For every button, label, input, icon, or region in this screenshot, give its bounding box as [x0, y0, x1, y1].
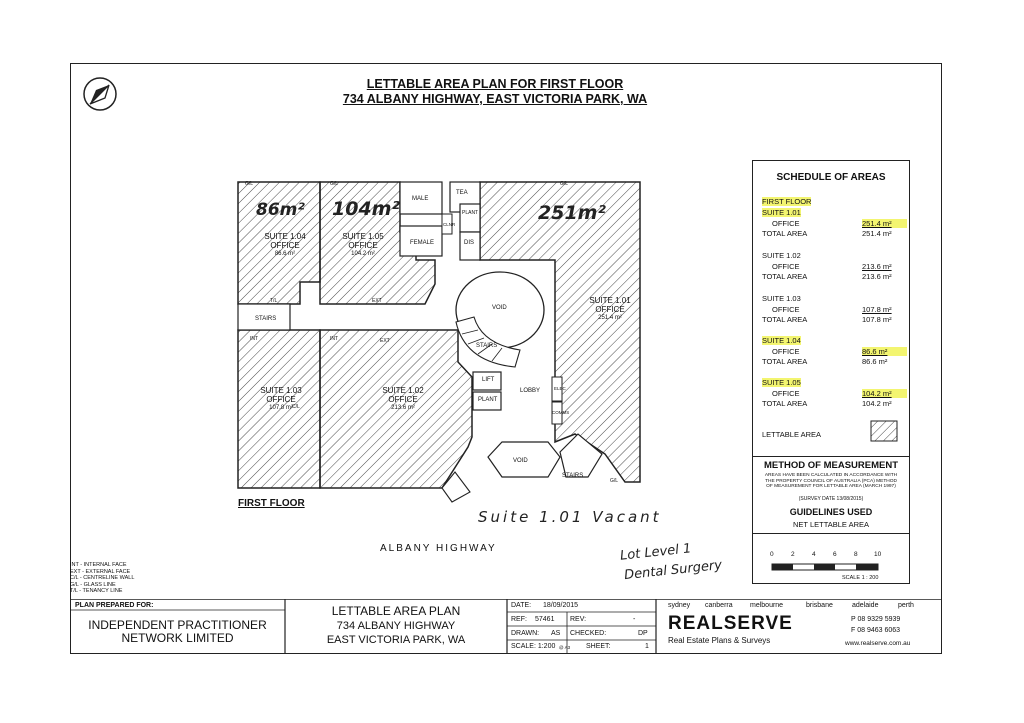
fax: F 08 9463 6063	[851, 627, 901, 634]
method-text: AREAS HAVE BEEN CALCULATED IN ACCORDANCE WITH THE PROPERTY COUNCIL OF AUSTRALIA (PCA) METHOD OF MEASUREMENT FOR LETTABLE AREA (MARCH 1997)	[764, 473, 898, 490]
suite-1-04-use: OFFICE	[270, 241, 300, 250]
schedule-total-label: TOTAL AREA	[762, 399, 808, 408]
drawn-value: AS	[551, 630, 561, 637]
tag-ext-2: EXT	[380, 338, 390, 344]
city-melbourne: melbourne	[750, 602, 784, 609]
stairs-left-label: STAIRS	[255, 316, 277, 322]
realserve-logo: REALSERVE	[668, 613, 793, 634]
ref-value: 57461	[535, 616, 555, 623]
plant-top-label: PLANT	[462, 210, 479, 216]
city-adelaide: adelaide	[852, 602, 879, 609]
scale-label: SCALE 1 : 200	[842, 575, 879, 581]
tag-gl-2: G/L	[330, 181, 339, 187]
date-label: DATE:	[511, 602, 532, 609]
schedule-total-label: TOTAL AREA	[762, 229, 808, 238]
stairs-right-label: STAIRS	[562, 473, 584, 479]
schedule-floor: FIRST FLOOR	[762, 197, 812, 206]
schedule-suite-104: SUITE 1.04	[762, 336, 801, 345]
schedule-suite-105: SUITE 1.05	[762, 378, 801, 387]
rev-label: REV:	[570, 616, 587, 623]
drawn-label: DRAWN:	[511, 630, 540, 637]
suite-1-04-area-text: 86.6 m²	[274, 251, 296, 257]
schedule-total-label: TOTAL AREA	[762, 315, 808, 324]
rev-value: -	[633, 616, 636, 623]
schedule-office-104: 86.6 m²	[862, 347, 907, 356]
lobby-label: LOBBY	[520, 388, 541, 394]
tag-tl-1: T/L	[270, 298, 278, 304]
handwritten-86: 86m²	[256, 200, 305, 220]
checked-label: CHECKED:	[570, 630, 607, 637]
handwritten-vacant: Suite 1.01 Vacant	[478, 508, 662, 526]
line-legend	[70, 562, 134, 595]
suite-1-01-name: SUITE 1.01	[589, 296, 631, 305]
schedule-suite-103: SUITE 1.03	[762, 294, 801, 303]
plan-title-line1: LETTABLE AREA PLAN FOR FIRST FLOOR	[366, 77, 624, 91]
method-title: METHOD OF MEASUREMENT	[763, 460, 899, 471]
city-brisbane: brisbane	[806, 602, 833, 609]
city-perth: perth	[898, 602, 914, 609]
schedule-total-104: 86.6 m²	[862, 357, 888, 366]
schedule-total-101: 251.4 m²	[862, 229, 892, 238]
schedule-total-103: 107.8 m²	[862, 315, 892, 324]
schedule-divider	[752, 456, 910, 457]
schedule-total-105: 104.2 m²	[862, 399, 892, 408]
handwritten-dental: Dental Surgery	[623, 557, 723, 584]
tag-cl-1: C/L	[292, 404, 300, 410]
schedule-suite-102: SUITE 1.02	[762, 251, 801, 260]
legend-row: G/L - GLASS LINE	[70, 581, 116, 588]
schedule-office-label: OFFICE	[772, 389, 800, 398]
schedule-divider	[752, 533, 910, 534]
comms-label: COMMS	[552, 410, 570, 415]
female-label: FEMALE	[410, 240, 435, 246]
client-line1: INDEPENDENT PRACTITIONER	[88, 618, 267, 632]
elec-label: ELEC	[554, 386, 566, 391]
date-value: 18/09/2015	[543, 602, 579, 609]
cleaner-label: CLNR	[443, 222, 456, 227]
tea-label: TEA	[456, 190, 468, 196]
legend-row: C/L - CENTRELINE WALL	[70, 575, 135, 582]
schedule-office-label: OFFICE	[772, 262, 800, 271]
suite-1-02-use: OFFICE	[388, 395, 418, 404]
schedule-office-102: 213.6 m²	[862, 262, 892, 271]
schedule-office-101: 251.4 m²	[862, 219, 907, 228]
plan-title: LETTABLE AREA PLAN	[331, 604, 461, 618]
legend-row: T/L - TENANCY LINE	[70, 588, 123, 595]
schedule-total-102: 213.6 m²	[862, 272, 892, 281]
tag-gl-4: G/L	[610, 478, 619, 484]
suite-1-05-area-text: 104.2 m²	[351, 251, 375, 257]
prepared-for-label: PLAN PREPARED FOR:	[75, 602, 154, 609]
tag-int-2: INT	[330, 336, 339, 342]
tag-ext-1: EXT	[372, 298, 382, 304]
schedule-title: SCHEDULE OF AREAS	[776, 172, 886, 183]
schedule-total-label: TOTAL AREA	[762, 272, 808, 281]
tag-int-1: INT	[250, 336, 259, 342]
phone: P 08 9329 5939	[851, 616, 901, 623]
hatch-swatch-icon	[870, 420, 898, 442]
plant-label: PLANT	[478, 397, 498, 403]
male-label: MALE	[412, 196, 429, 202]
suite-1-03-name: SUITE 1.03	[260, 386, 302, 395]
handwritten-level: Lot Level 1	[619, 541, 692, 564]
city-canberra: canberra	[705, 602, 733, 609]
tag-gl-1: G/L	[245, 181, 254, 187]
entry-void-label: VOID	[513, 458, 528, 464]
sheet-label: SHEET:	[586, 643, 611, 650]
stairs-center-label: STAIRS	[476, 343, 498, 349]
city-sydney: sydney	[668, 602, 691, 609]
guidelines-title: GUIDELINES USED	[789, 507, 873, 517]
north-arrow-icon	[82, 76, 118, 112]
scale-bar	[771, 562, 881, 572]
guidelines-value: NET LETTABLE AREA	[793, 520, 869, 529]
client-line2: NETWORK LIMITED	[121, 631, 234, 645]
tag-gl-3: G/L	[560, 181, 569, 187]
suite-1-02-name: SUITE 1.02	[382, 386, 424, 395]
dis-label: DIS	[464, 240, 475, 246]
realserve-tagline: Real Estate Plans & Surveys	[668, 636, 771, 645]
schedule-office-label: OFFICE	[772, 347, 800, 356]
dis-room	[460, 232, 480, 260]
checked-value: DP	[638, 630, 648, 637]
scale-paper: @ A3	[559, 645, 571, 650]
suite-1-05-name: SUITE 1.05	[342, 232, 384, 241]
handwritten-251: 251m²	[538, 202, 606, 224]
suite-1-01-use: OFFICE	[595, 305, 625, 314]
suite-1-01-area-text: 251.4 m²	[598, 315, 622, 321]
handwritten-104: 104m²	[332, 198, 400, 220]
website-link[interactable]: www.realserve.com.au	[845, 640, 911, 647]
schedule-office-label: OFFICE	[772, 219, 800, 228]
void-label: VOID	[492, 305, 507, 311]
street-label: ALBANY HIGHWAY	[380, 543, 497, 554]
ref-label: REF:	[511, 616, 527, 623]
suite-1-04-name: SUITE 1.04	[264, 232, 306, 241]
legend-row: EXT - EXTERNAL FACE	[70, 568, 131, 575]
address-line1: 734 ALBANY HIGHWAY	[336, 620, 456, 632]
plant-room-top	[460, 204, 480, 232]
schedule-suite-101: SUITE 1.01	[762, 208, 801, 217]
suite-1-03-area-text: 107.8 m²	[269, 405, 293, 411]
lift-label: LIFT	[482, 377, 495, 383]
schedule-office-103: 107.8 m²	[862, 305, 892, 314]
first-floor-label: FIRST FLOOR	[238, 498, 305, 509]
schedule-total-label: TOTAL AREA	[762, 357, 808, 366]
plan-title-line2: 734 ALBANY HIGHWAY, EAST VICTORIA PARK, WA	[342, 92, 648, 106]
sheet-value: 1	[645, 643, 649, 650]
schedule-office-label: OFFICE	[772, 305, 800, 314]
legend-row: INT - INTERNAL FACE	[70, 562, 127, 568]
survey-date: (SURVEY DATE 13/08/2015)	[798, 496, 864, 502]
lettable-area-label: LETTABLE AREA	[762, 430, 822, 439]
schedule-office-105: 104.2 m²	[862, 389, 907, 398]
address-line2: EAST VICTORIA PARK, WA	[326, 634, 466, 646]
suite-1-03-use: OFFICE	[266, 395, 296, 404]
scale-tb-label: SCALE: 1:200	[511, 643, 556, 650]
suite-1-05-use: OFFICE	[348, 241, 378, 250]
suite-1-02-area-text: 213.6 m²	[391, 405, 415, 411]
